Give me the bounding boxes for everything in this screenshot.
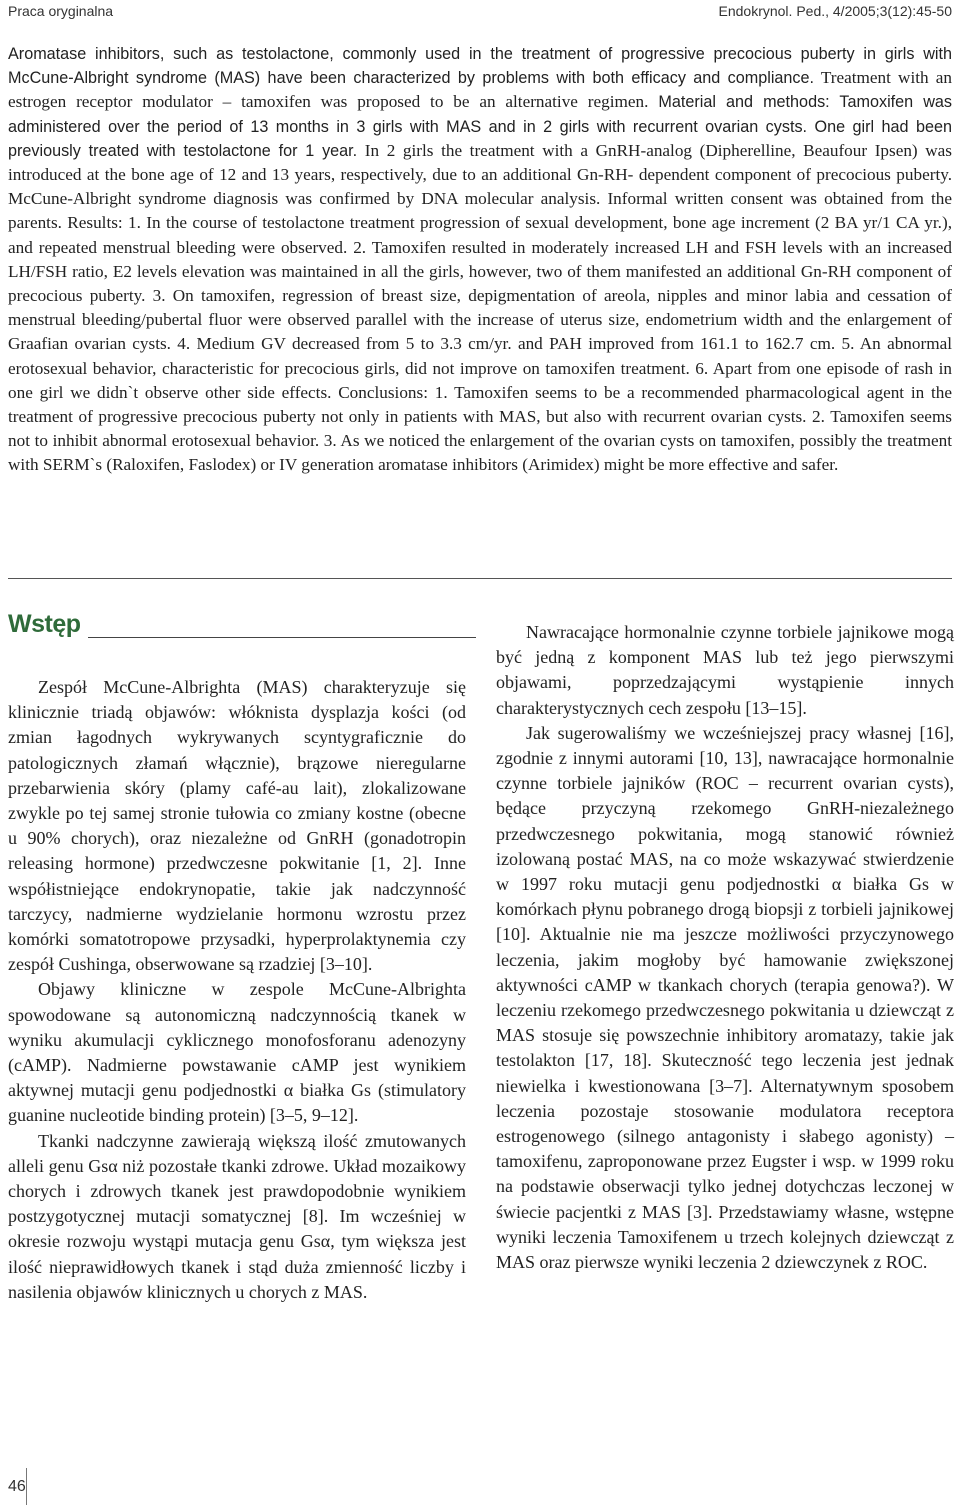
paragraph: Zespół McCune-Albrighta (MAS) charakteryzuje się klinicznie triadą objawów: włóknista dysplazja kości (od zmian łagodnych wykrywanych scyntygraficznie do patologicznych złamań włącznie), brązowe nieregularne przebarwienia skóry (plamy café-au lait), zlokalizowane zwykle po tej samej stronie tułowia co zmiany kostne (obecne u 90% chorych), oraz niezależne od GnRH (gonadotropin releasing hormone) przedwczesne pokwitanie [1, 2]. Inne współistniejące endokrynopatie, takie jak nadczynność tarczycy, nadmierne wydzielanie hormonu wzrostu przez komórki somatotropowe przysadki, hyperprolaktynemia czy zespół Cushinga, obserwowane są rzadziej [3–10].: [8, 677, 466, 975]
abstract-sentence-1: Aromatase inhibitors, such as testolactone, commonly used in the treatment of progressive precocious puberty in girls with McCune-Albright syndrome (MAS) have been characterized by problems with both efficacy and compliance.: [8, 45, 952, 88]
paragraph: Nawracające hormonalnie czynne torbiele jajnikowe mogą być jedną z komponent MAS lub też jego pierwszymi objawami, poprzedzającymi wystąpienie innych charakterystycznych cech zespołu [13–15].: [496, 622, 954, 718]
section-heading-text: Wstęp: [8, 610, 81, 638]
abstract-sentence-3: Material and methods: Tamoxifen was administered over the period of 13 months in 3 girls with MAS and in 2 girls with recurrent ovarian cysts. One girl had been previously treated with testolactone for 1 year.: [8, 93, 953, 160]
abstract-sentence-2: Treatment with an estrogen receptor modulator – tamoxifen was proposed to be an alternative regimen.: [8, 68, 952, 112]
journal-citation: Endokrynol. Ped., 4/2005;3(12):45-50: [718, 3, 952, 19]
section-heading: [8, 610, 468, 646]
left-column: [8, 675, 466, 1305]
right-column: [496, 620, 954, 1275]
running-header: [0, 0, 960, 22]
page-number: 46: [8, 1478, 26, 1495]
abstract-body: In 2 girls the treatment with a GnRH-analog (Dipherelline, Beaufour Ipsen) was introduced at the bone age of 12 and 13 years, respectively, due to an additional Gn-RH- dependent component of precocious puberty. McCune-Albright syndrome diagnosis was confirmed by DNA molecular analysis. Informal written consent was obtained from the parents. Results: 1. In the course of testolactone treatment progression of sexual development, bone age increment (2 BA yr/1 CA yr.), and repeated menstrual bleeding were observed. 2. Tamoxifen resulted in moderately increased LH and FSH levels with an increased LH/FSH ratio, E2 levels elevation was maintained in all the girls, however, two of them manifested an additional Gn-RH component of precocious puberty. 3. On tamoxifen, regression of breast size, depigmentation of areola, nipples and minor labia and cessation of menstrual bleeding/pubertal fluor were observed parallel with the increase of uterus size, endometrium width and the enlargement of Graafian ovarian cysts. 4. Medium GV decreased from 5 to 3.3 cm/yr. and PAH improved from 161.1 to 162.7 cm. 5. An abnormal erotosexual behavior, characteristic for precocious girls, did not improve on tamoxifen treatment. 6. Apart from one episode of rash in one girl we didn`t observe other side effects. Conclusions: 1. Tamoxifen seems to be a recommended pharmacological agent in the treatment of progressive precocious puberty not only in patients with MAS, but also with recurrent ovarian cysts. 2. Tamoxifen seems not to inhibit abnormal erotosexual behavior. 3. As we noticed the enlargement of the ovarian cysts on tamoxifen, possibly the treatment with SERM`s (Raloxifen, Faslodex) or IV generation aromatase inhibitors (Arimidex) might be more effective and safer.: [8, 140, 952, 475]
heading-underline: [88, 637, 476, 638]
article-type-label: Praca oryginalna: [8, 3, 114, 19]
paragraph: Objawy kliniczne w zespole McCune-Albrighta spowodowane są autonomiczną nadczynnością tkanek w wyniku akumulacji cyklicznego monofosforanu adenozyny (cAMP). Nadmierne powstawanie cAMP jest wynikiem aktywnej mutacji genu podjednostki α białka Gs (stimulatory guanine nucleotide binding protein) [3–5, 9–12].: [8, 979, 466, 1126]
abstract: [8, 42, 952, 478]
abstract-divider: [8, 578, 952, 579]
paragraph: Tkanki nadczynne zawierają większą ilość zmutowanych alleli genu Gsα niż pozostałe tkanki zdrowe. Układ mozaikowy chorych i zdrowych tkanek jest prawdopodobnie wynikiem postzygotycznej mutacji somatycznej [8]. Im wcześniej w okresie rozwoju wystąpi mutacja genu Gsα, tym większa jest ilość nieprawidłowych tkanek i stąd duża zmienność liczby i nasilenia objawów klinicznych u chorych z MAS.: [8, 1130, 466, 1302]
paragraph: Jak sugerowaliśmy we wcześniejszej pracy własnej [16], zgodnie z innymi autorami [10, 13], nawracające hormonalnie czynne torbiele jajników (ROC – recurrent ovarian cysts), będące przyczyną rzekomego GnRH-niezależnego przedwczesnego pokwitania, mogą stanowić również izolowaną postać MAS, na co może wskazywać stwierdzenie w 1997 roku mutacji genu podjednostki α białka Gs w komórkach płynu pobranego drogą biopsji z torbieli jajnikowej [10]. Aktualnie nie ma jeszcze możliwości przyczynowego leczenia, jakim mogłoby być hamowanie zwiększonej aktywności cAMP w tkankach chorych (terapia genowa?). W leczeniu rzekomego przedwczesnego pokwitania u dziewcząt z MAS stosuje się powszechnie inhibitory aromatazy, takie jak testolakton [17, 18]. Skuteczność tego leczenia jest jednak niewielka i kwestionowana [3–7]. Alternatywnym sposobem leczenia pozostaje stosowanie modulatora receptora estrogenowego (silnego antagonisty i słabego agonisty) – tamoxifenu, zaproponowane przez Eugster i wsp. w 1999 roku na podstawie obserwacji tylko jednej dotychczas leczonej w świecie pacjentki z MAS [3]. Przedstawiamy własne, wstępne wyniki leczenia Tamoxifenem u trzech kolejnych dziewcząt z MAS oraz pierwsze wyniki leczenia 2 dziewczynek z ROC.: [496, 722, 954, 1273]
